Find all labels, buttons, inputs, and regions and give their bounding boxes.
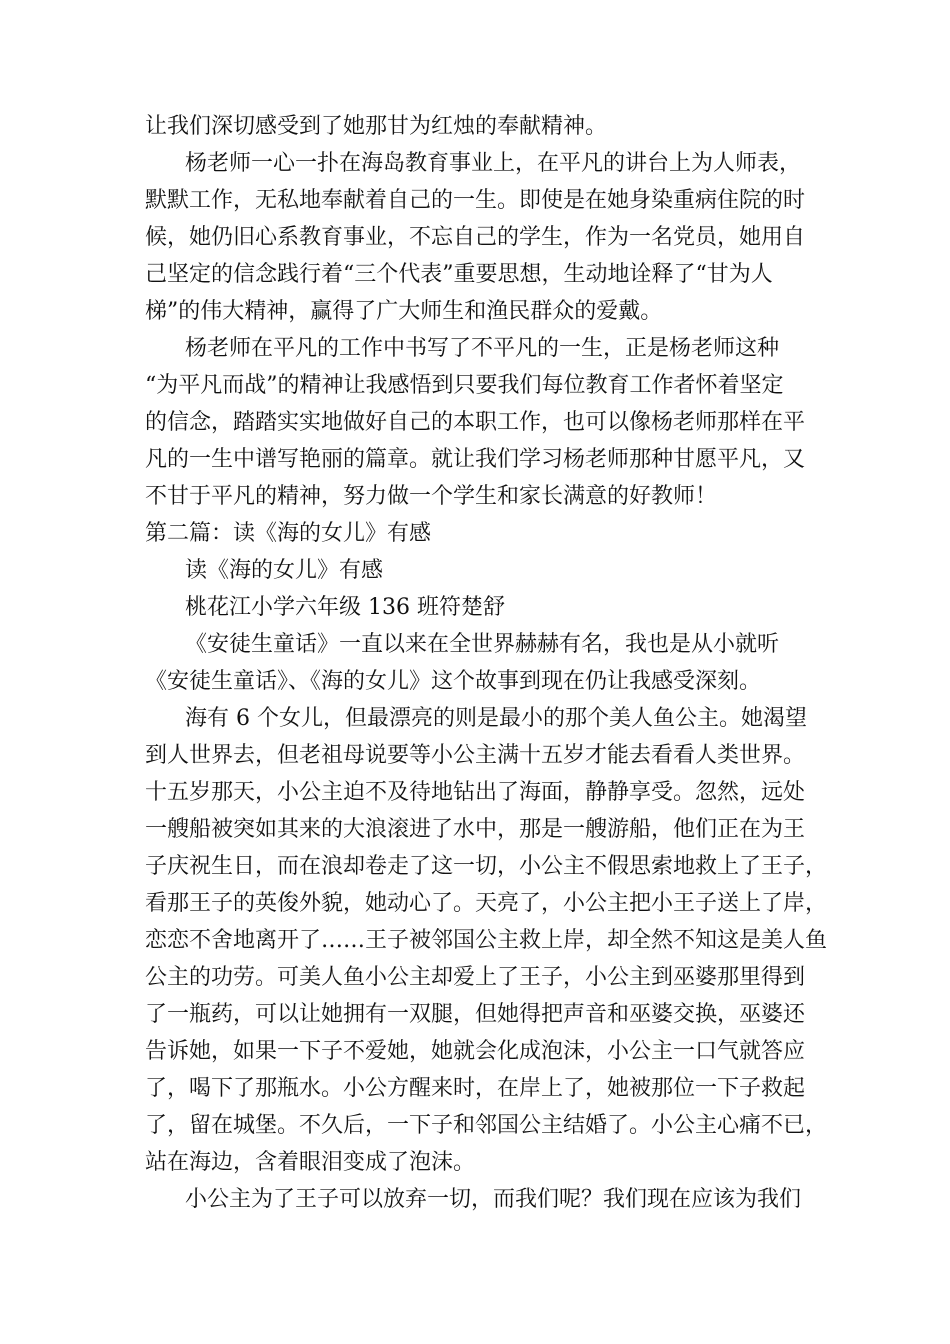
text-line: 梯”的伟大精神，赢得了广大师生和渔民群众的爱戴。 bbox=[145, 299, 663, 324]
text-line: 子庆祝生日，而在浪却卷走了这一切，小公主不假思索地救上了王子， bbox=[145, 854, 828, 879]
text-line: 不甘于平凡的精神，努力做一个学生和家长满意的好教师！ bbox=[145, 484, 718, 509]
text-line: 海有 6 个女儿，但最漂亮的则是最小的那个美人鱼公主。她渴望 bbox=[185, 706, 807, 731]
paragraph bbox=[145, 108, 845, 145]
text-line: 到人世界去，但老祖母说要等小公主满十五岁才能去看看人类世界。 bbox=[145, 743, 806, 768]
document-body bbox=[145, 108, 845, 1218]
paragraph bbox=[145, 1181, 845, 1218]
text-line: 的信念，踏踏实实地做好自己的本职工作，也可以像杨老师那样在平 bbox=[145, 410, 806, 435]
text-line: 让我们深切感受到了她那甘为红烛的奉献精神。 bbox=[145, 114, 608, 139]
text-line: 站在海边，含着眼泪变成了泡沫。 bbox=[145, 1150, 476, 1175]
text-line: 己坚定的信念践行着“三个代表”重要思想，生动地诠释了“甘为人 bbox=[145, 262, 773, 287]
text-line: 《安徒生童话》一直以来在全世界赫赫有名，我也是从小就听 bbox=[185, 632, 780, 657]
text-line: 了，喝下了那瓶水。小公方醒来时，在岸上了，她被那位一下子救起 bbox=[145, 1076, 806, 1101]
paragraph bbox=[145, 330, 845, 515]
text-line: 了，留在城堡。不久后，一下子和邻国公主结婚了。小公主心痛不已， bbox=[145, 1113, 828, 1138]
text-line: 《安徒生童话》、《海的女儿》这个故事到现在仍让我感受深刻。 bbox=[145, 669, 762, 694]
text-line: 凡的一生中谱写艳丽的篇章。就让我们学习杨老师那种甘愿平凡，又 bbox=[145, 447, 806, 472]
text-line: 十五岁那天，小公主迫不及待地钻出了海面，静静享受。忽然，远处 bbox=[145, 780, 806, 805]
section-heading: 第二篇：读《海的女儿》有感 bbox=[145, 521, 432, 546]
text-line: 杨老师一心一扑在海岛教育事业上，在平凡的讲台上为人师表， bbox=[185, 151, 802, 176]
paragraph bbox=[145, 145, 845, 330]
text-line: 告诉她，如果一下子不爱她，她就会化成泡沫，小公主一口气就答应 bbox=[145, 1039, 806, 1064]
paragraph bbox=[145, 626, 845, 700]
text-line: 恋恋不舍地离开了……王子被邻国公主救上岸，却全然不知这是美人鱼 bbox=[145, 928, 828, 953]
author-line: 桃花江小学六年级 136 班符楚舒 bbox=[185, 595, 505, 620]
text-line: 了一瓶药，可以让她拥有一双腿，但她得把声音和巫婆交换，巫婆还 bbox=[145, 1002, 806, 1027]
text-line: 杨老师在平凡的工作中书写了不平凡的一生，正是杨老师这种 bbox=[185, 336, 780, 361]
text-line: 一艘船被突如其来的大浪滚进了水中，那是一艘游船，他们正在为王 bbox=[145, 817, 806, 842]
paragraph bbox=[145, 700, 845, 1181]
text-line: 默默工作，无私地奉献着自己的一生。即使是在她身染重病住院的时 bbox=[145, 188, 806, 213]
text-line: 候，她仍旧心系教育事业，不忘自己的学生，作为一名党员，她用自 bbox=[145, 225, 806, 250]
text-line: 小公主为了王子可以放弃一切，而我们呢？我们现在应该为我们 bbox=[185, 1187, 802, 1212]
essay-title: 读《海的女儿》有感 bbox=[185, 558, 384, 583]
text-line: 看那王子的英俊外貌，她动心了。天亮了，小公主把小王子送上了岸， bbox=[145, 891, 828, 916]
text-line: 公主的功劳。可美人鱼小公主却爱上了王子，小公主到巫婆那里得到 bbox=[145, 965, 806, 990]
text-line: “为平凡而战”的精神让我感悟到只要我们每位教育工作者怀着坚定 bbox=[145, 373, 784, 398]
